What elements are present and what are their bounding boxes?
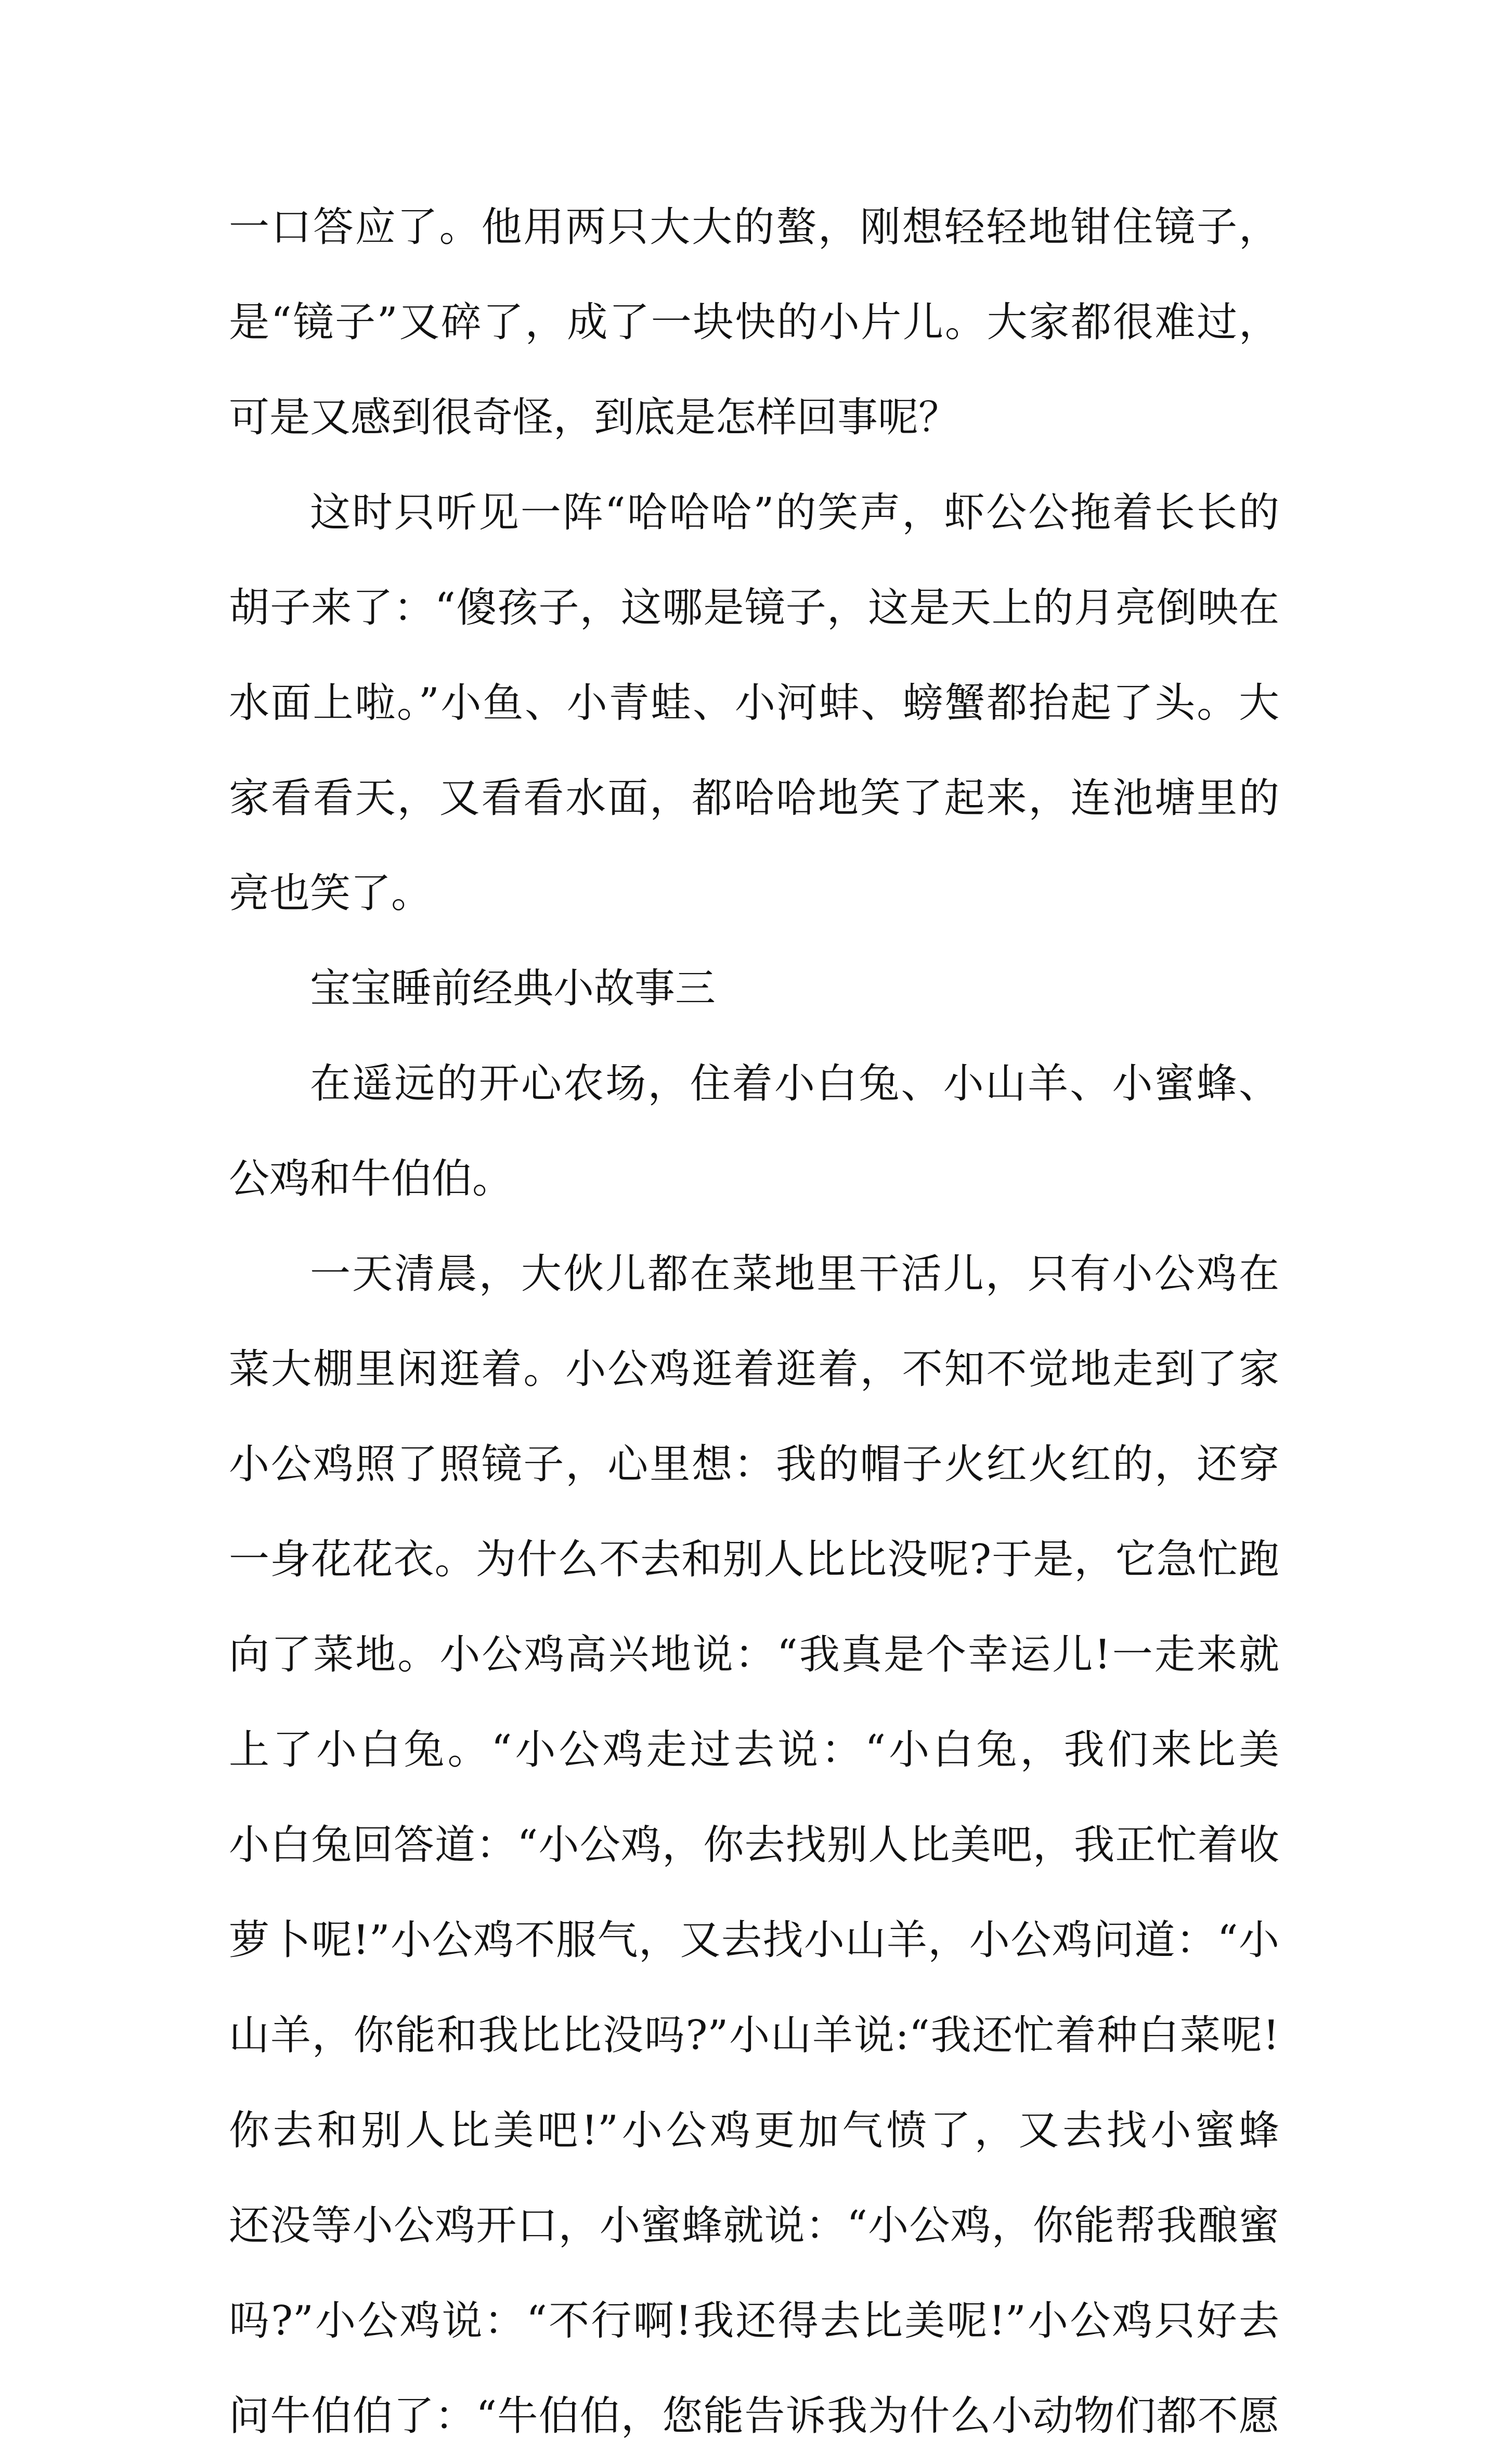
text-line: 是“镜子”又碎了，成了一块快的小片儿。大家都很难过， bbox=[229, 299, 1279, 346]
text-line: 上了小白兔。“小公鸡走过去说：“小白兔，我们来比美 bbox=[229, 1727, 1279, 1773]
text-line: 山羊，你能和我比比没吗?”小山羊说:“我还忙着种白菜呢! bbox=[229, 2012, 1279, 2059]
text-line: 亮也笑了。 bbox=[229, 870, 432, 917]
paragraph-first-line: 在遥远的开心农场，住着小白兔、小山羊、小蜜蜂、 bbox=[310, 1060, 1279, 1107]
text-line: 菜大棚里闲逛着。小公鸡逛着逛着，不知不觉地走到了家 bbox=[229, 1346, 1279, 1393]
text-line: 小白兔回答道：“小公鸡，你去找别人比美吧，我正忙着收 bbox=[229, 1822, 1279, 1869]
text-line: 小公鸡照了照镜子，心里想：我的帽子火红火红的，还穿 bbox=[229, 1441, 1279, 1488]
text-line: 可是又感到很奇怪，到底是怎样回事呢？ bbox=[229, 394, 959, 441]
text-line: 向了菜地。小公鸡高兴地说：“我真是个幸运儿!一走来就 bbox=[229, 1631, 1279, 1678]
text-line: 一口答应了。他用两只大大的螯，刚想轻轻地钳住镜子， bbox=[229, 204, 1279, 251]
paragraph-first-line: 这时只听见一阵“哈哈哈”的笑声，虾公公拖着长长的 bbox=[310, 489, 1279, 536]
text-line: 水面上啦。”小鱼、小青蛙、小河蚌、螃蟹都抬起了头。大 bbox=[229, 680, 1279, 727]
text-line: 你去和别人比美吧!”小公鸡更加气愤了，又去找小蜜蜂 bbox=[229, 2107, 1279, 2154]
paragraph-first-line: 宝宝睡前经典小故事三 bbox=[310, 965, 716, 1012]
text-line: 问牛伯伯了：“牛伯伯，您能告诉我为什么小动物们都不愿 bbox=[229, 2393, 1279, 2440]
text-line: 公鸡和牛伯伯。 bbox=[229, 1156, 513, 1202]
text-line: 一身花花衣。为什么不去和别人比比没呢?于是，它急忙跑 bbox=[229, 1536, 1279, 1583]
paragraph-first-line: 一天清晨，大伙儿都在菜地里干活儿，只有小公鸡在 bbox=[310, 1251, 1279, 1298]
story-text bbox=[229, 180, 1279, 2464]
text-line: 吗?”小公鸡说：“不行啊!我还得去比美呢!”小公鸡只好去 bbox=[229, 2298, 1279, 2344]
text-line: 胡子来了：“傻孩子，这哪是镜子，这是天上的月亮倒映在 bbox=[229, 585, 1279, 631]
text-line: 萝卜呢!”小公鸡不服气，又去找小山羊，小公鸡问道：“小 bbox=[229, 1917, 1279, 1964]
text-line: 家看看天，又看看水面，都哈哈地笑了起来，连池塘里的 bbox=[229, 775, 1279, 822]
text-line: 还没等小公鸡开口，小蜜蜂就说：“小公鸡，你能帮我酿蜜 bbox=[229, 2202, 1279, 2249]
